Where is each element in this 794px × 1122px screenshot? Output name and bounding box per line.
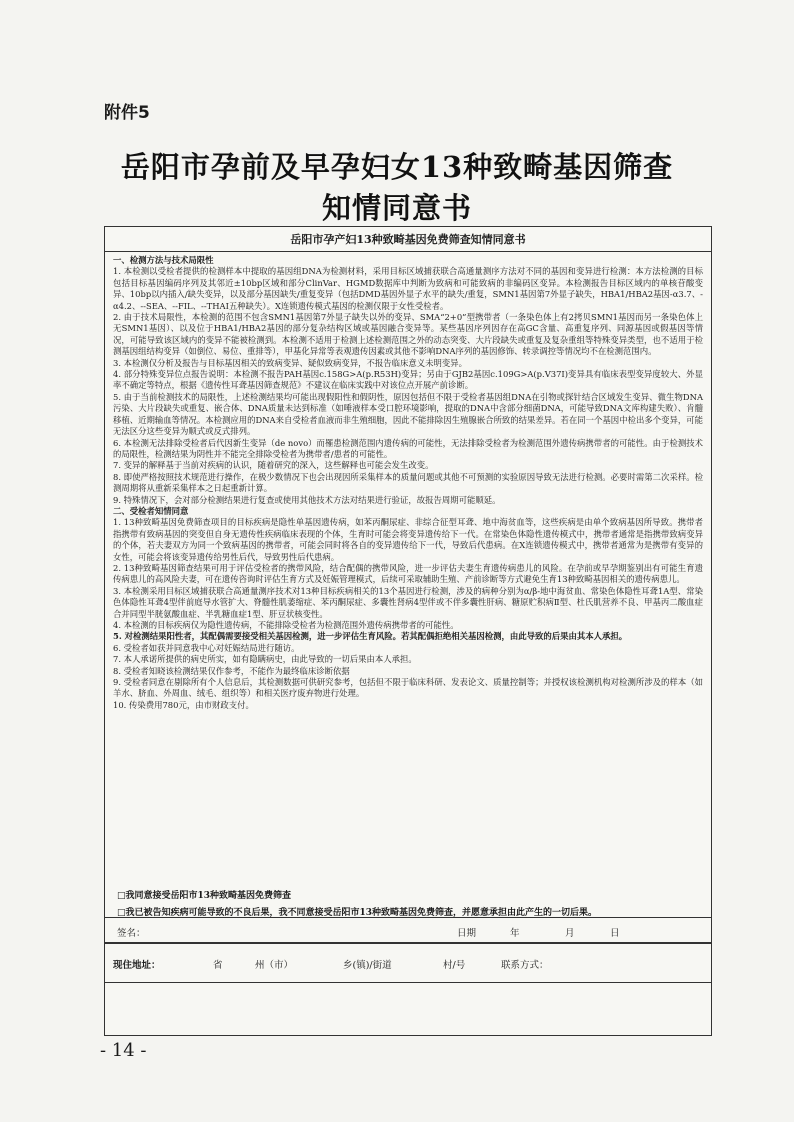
month-label: 月	[565, 928, 575, 939]
page-number: - 14 -	[100, 1040, 147, 1061]
city-label: 州（市）	[255, 960, 294, 971]
contact-label: 联系方式：	[501, 960, 549, 971]
list-item: 1. 本检测以受检者提供的检测样本中提取的基因组DNA为检测材料，采用目标区域捕获联合高通量测序方法对不同的基因和变异进行检测：本方法检测的目标包括目标基因编码序列及其邻近±10bp区域和部分ClinVar、HGMD数据库中判断为致病和可能致病的非编码区变异。本检测报告目标区域内的单核苷酸变异、10bp以内插入/缺失变异，以及部分基因缺失/重复变异（包括DMD基因外显子水平的缺失/重复，SMN1基因第7外显子缺失，HBA1/HBA2基因-α3.7、-α4.2、--SEA、--FIL、--THAI五种缺失）。X连锁遗传模式基因的检测仅限于女性受检者。	[113, 266, 703, 311]
list-item: 4. 部分特殊变异位点报告说明：本检测不报告PAH基因c.158G>A(p.R53H)变异；另由于GJB2基因c.109G>A(p.V37I)变异具有临床表型变异度较大、外显率不确定等特点，根据《遗传性耳聋基因筛查规范》不建议在临床实践中对该位点开展产前诊断。	[113, 369, 703, 391]
list-item: 8. 即使严格按照技术规范进行操作，在极少数情况下也会出现因所采集样本的质量问题或其他不可预测的实验原因导致无法进行检测。必要时需第二次采样。检测周期将从重新采集样本之日起重新计算。	[113, 471, 703, 494]
list-item: 5. 由于当前检测技术的局限性，上述检测结果均可能出现假阳性和假阴性，原因包括但不限于受检者基因组DNA在引物或探针结合区域发生变异、微生物DNA污染、大片段缺失或重复、嵌合体、DNA质量未达到标准（如唾液样本受口腔环境影响，提取的DNA中含部分细菌DNA，可能导致DNA文库构建失败）、肯髓移植、近期输血等情况。本检测应用的DNA来自受检者血液而非生殖细胞，因此不能排除因生殖腺嵌合所致的结果差异。若在同一个基因中检出多个变异，可能无法区分这些变异为顺式或反式排列。	[113, 391, 703, 437]
section-title: 一、检测方法与技术局限性	[113, 255, 214, 265]
list-item: 8. 受检者知晓该检测结果仅作参考，不能作为最终临床诊断依据	[113, 665, 350, 676]
list-item: 4. 本检测的目标疾病仅为隐性遗传病，不能排除受检者为检测范围外遗传病携带者的可能性。	[113, 620, 459, 630]
list-item: 9. 特殊情况下，会对部分检测结果进行复查或使用其他技术方法对结果进行验证，故报告周期可能顺延。	[113, 494, 501, 505]
address-label: 现住地址：	[113, 960, 161, 971]
section1-items	[113, 266, 703, 506]
list-item: 7. 变异的解释基于当前对疾病的认识，随着研究的深入，这些解释也可能会发生改变。	[113, 460, 434, 471]
list-item: 10. 传染费用780元，由市财政支付。	[113, 699, 254, 710]
list-item: 1. 13种致畸基因免费筛查项目的目标疾病是隐性单基因遗传病，如苯丙酮尿症、非综合征型耳聋、地中海贫血等，这些疾病是由单个致病基因所导致。携带者指携带有致病基因的突变但自身无遗传性疾病临床表现的个体，生育时可能会将变异遗传给下一代。在常染色体隐性遗传模式中，携带者通常是指携带致病变异的个体，若夫妻双方为同一个致病基因的携带者，可能会同时将各自的变异遗传给下一代，导致后代患病。在X连锁遗传模式中，携带者通常为是携带有变异的女性，可能会将该变异遗传给男性后代，导致男性后代患病。	[113, 517, 703, 562]
day-label: 日	[610, 928, 620, 939]
list-item: 6. 本检测无法排除受检者后代因新生变异（de novo）而罹患检测范围内遗传病的可能性，无法排除受检者为检测范围外遗传病携带者的可能性。由于检测技术的局限性，检测结果为阴性并不能完全排除受检者为携带者/患者的可能性。	[113, 437, 703, 459]
list-item: 3. 本检测采用目标区域捕获联合高通量测序技术对13种目标疾病相关的13个基因进行检测，涉及的病种分别为α/β-地中海贫血、常染色体隐性耳聋1A型、常染色体隐性耳聋4型伴前庭导水管扩大、脊髓性肌萎缩症、苯丙酮尿症、多囊性肾病4型伴或不伴多囊性肝病、糖原贮积病Ⅱ型、杜氏肌营养不良、甲基丙二酸血症合并同型半胱氨酸血症、半乳糖血症1型、肝豆状核变性。	[113, 585, 703, 619]
form-body	[105, 252, 711, 711]
list-item: 9. 受检者同意在剔除所有个人信息后，其检测数据可供研究参考，包括但不限于临床科研、发表论文、质量控制等；并授权该检测机构对检测所涉及的样本（如羊水、脐血、外周血、绒毛、组织等）和相关医疗废弃物进行处理。	[113, 677, 703, 699]
list-item: 5. 对检测结果阳性者，其配偶需要接受相关基因检测，进一步评估生育风险。若其配偶拒绝相关基因检测，由此导致的后果由其本人承担。	[113, 631, 628, 642]
list-item: 6. 受检者如获并同意我中心对妊娠结局进行随访。	[113, 642, 300, 653]
choice-agree[interactable]: □我同意接受岳阳市13种致畸基因免费筛查	[117, 891, 292, 901]
year-label: 年	[510, 928, 520, 939]
list-item: 2. 13种致畸基因筛查结果可用于评估受检者的携带风险，结合配偶的携带风险，进一步评估夫妻生育遗传病患儿的风险。在孕前或早孕期鉴别出有可能生育遗传病患儿的高风险夫妻，可在遗传咨询时评估生育方式及妊娠管理模式，后续可采取辅助生殖、产前诊断等方式避免生育13种致畸基因相关的遗传病患儿。	[113, 562, 703, 585]
address-box	[104, 943, 712, 983]
village-label: 村/号	[443, 960, 466, 971]
signature-label: 签名：	[117, 928, 146, 939]
province-label: 省	[213, 960, 223, 971]
date-label: 日期	[457, 928, 477, 939]
document-title-line1: 岳阳市孕前及早孕妇女13种致畸基因筛查	[120, 150, 674, 184]
choice-decline[interactable]: □我已被告知疾病可能导致的不良后果，我不同意接受岳阳市13种致畸基因免费筛查，并愿意承担由此产生的一切后果。	[117, 908, 598, 918]
section-title: 二、受检者知情同意	[113, 505, 189, 516]
list-item: 3. 本检测仅分析及报告与目标基因相关的致病变异、疑似致病变异，不报告临床意义未明变异。	[113, 357, 468, 368]
list-item: 2. 由于技术局限性，本检测的范围不包含SMN1基因第7外显子缺失以外的变异、SMA“2+0”型携带者（一条染色体上有2拷贝SMN1基因而另一条染色体上无SMN1基因）、以及位于HBA1/HBA2基因的部分复杂结构区域或基因融合变异等。某些基因序列因存在高GC含量、高重复序列、同源基因或假基因等情况，可能导致该区域内的变异不能被检测到。本检测不适用于检测上述检测范围之外的动态突变、大片段缺失或重复及复杂重组等特殊变异类型，也不适用于检测基因组结构变异（如倒位、易位、重排等），甲基化异常等表观遗传因素或其他不影响DNA序列的基因修饰、转录调控等情况均不在检测范围内。	[113, 312, 703, 357]
attachment-label: 附件5	[104, 103, 150, 123]
section2-items	[113, 517, 703, 711]
document-title-line2: 知情同意书	[321, 191, 472, 225]
list-item: 7. 本人承诺所提供的病史所实，如有隐瞒病史，由此导致的一切后果由本人承担。	[113, 654, 417, 665]
choice-box	[104, 891, 712, 943]
form-title: 岳阳市孕产妇13种致畸基因免费筛查知情同意书	[105, 227, 711, 252]
township-label: 乡(镇)/街道	[343, 960, 392, 971]
